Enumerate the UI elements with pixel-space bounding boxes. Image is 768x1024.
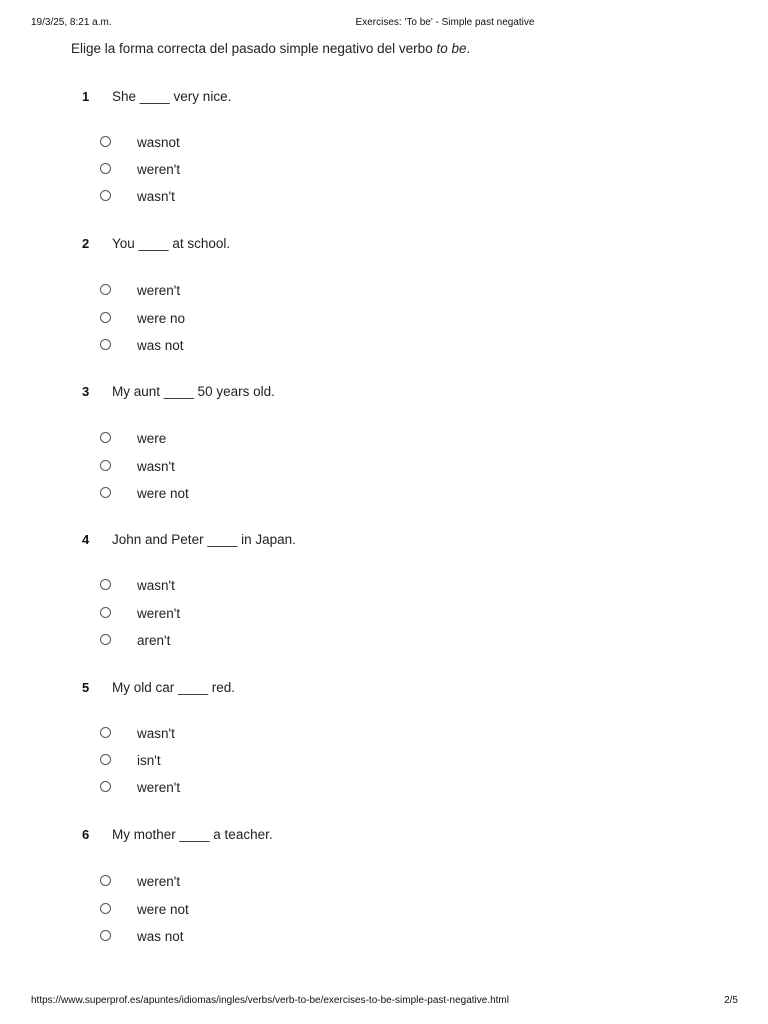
radio-button[interactable]	[100, 754, 111, 765]
option-label: wasnot	[137, 135, 180, 150]
radio-button[interactable]	[100, 903, 111, 914]
page-number: 2/5	[724, 995, 738, 1006]
instruction-text: Elige la forma correcta del pasado simple negativo del verbo	[71, 41, 437, 56]
question-text: My aunt ____ 50 years old.	[112, 384, 275, 399]
option-label: weren't	[137, 780, 181, 795]
question-text: John and Peter ____ in Japan.	[112, 532, 296, 547]
question-number: 6	[82, 827, 90, 842]
option-label: isn't	[137, 753, 161, 768]
option-label: were	[137, 431, 167, 446]
radio-button[interactable]	[100, 875, 111, 886]
option-6a[interactable]	[0, 874, 400, 894]
option-label: were not	[137, 902, 189, 917]
option-label: wasn't	[137, 459, 175, 474]
option-2c[interactable]	[0, 338, 400, 358]
option-3a[interactable]	[0, 431, 400, 451]
option-label: wasn't	[137, 189, 175, 204]
question-number: 2	[82, 236, 90, 251]
radio-button[interactable]	[100, 284, 111, 295]
option-label: wasn't	[137, 726, 175, 741]
instruction-end: .	[466, 41, 471, 56]
option-label: were no	[137, 311, 186, 326]
radio-button[interactable]	[100, 190, 111, 201]
option-1b[interactable]	[0, 162, 400, 182]
option-1c[interactable]	[0, 189, 400, 209]
option-label: were not	[137, 486, 189, 501]
option-1a[interactable]	[0, 135, 400, 155]
option-5b[interactable]	[0, 753, 400, 773]
option-2a[interactable]	[0, 283, 400, 303]
question-number: 5	[82, 680, 90, 695]
option-3b[interactable]	[0, 459, 400, 479]
option-5c[interactable]	[0, 780, 400, 800]
radio-button[interactable]	[100, 579, 111, 590]
option-6c[interactable]	[0, 929, 400, 949]
option-2b[interactable]	[0, 311, 400, 331]
option-4c[interactable]	[0, 633, 400, 653]
radio-button[interactable]	[100, 312, 111, 323]
question-text: My mother ____ a teacher.	[112, 827, 273, 842]
option-label: weren't	[137, 283, 181, 298]
question-number: 3	[82, 384, 90, 399]
option-4a[interactable]	[0, 578, 400, 598]
radio-button[interactable]	[100, 930, 111, 941]
option-label: was not	[137, 338, 184, 353]
radio-button[interactable]	[100, 634, 111, 645]
question-text: She ____ very nice.	[112, 89, 232, 104]
option-6b[interactable]	[0, 902, 400, 922]
radio-button[interactable]	[100, 607, 111, 618]
question-text: My old car ____ red.	[112, 680, 236, 695]
radio-button[interactable]	[100, 781, 111, 792]
radio-button[interactable]	[100, 727, 111, 738]
option-label: wasn't	[137, 578, 175, 593]
radio-button[interactable]	[100, 460, 111, 471]
print-footer	[0, 995, 768, 1011]
option-5a[interactable]	[0, 726, 400, 746]
radio-button[interactable]	[100, 136, 111, 147]
print-header	[0, 17, 768, 33]
instruction-emphasis: to be	[436, 41, 467, 56]
radio-button[interactable]	[100, 432, 111, 443]
question-number: 4	[82, 532, 90, 547]
page-url: https://www.superprof.es/apuntes/idiomas/ingles/verbs/verb-to-be/exercises-to-be-simple-past-negative.html	[31, 995, 509, 1006]
option-label: weren't	[137, 162, 181, 177]
option-label: was not	[137, 929, 184, 944]
option-3c[interactable]	[0, 486, 400, 506]
question-text: You ____ at school.	[112, 236, 231, 251]
print-datetime: 19/3/25, 8:21 a.m.	[31, 17, 112, 28]
option-label: weren't	[137, 606, 181, 621]
radio-button[interactable]	[100, 487, 111, 498]
radio-button[interactable]	[100, 163, 111, 174]
option-4b[interactable]	[0, 606, 400, 626]
option-label: aren't	[137, 633, 171, 648]
question-number: 1	[82, 89, 90, 104]
instruction	[71, 41, 470, 56]
option-label: weren't	[137, 874, 181, 889]
print-page-title: Exercises: 'To be' - Simple past negative	[355, 17, 535, 28]
radio-button[interactable]	[100, 339, 111, 350]
